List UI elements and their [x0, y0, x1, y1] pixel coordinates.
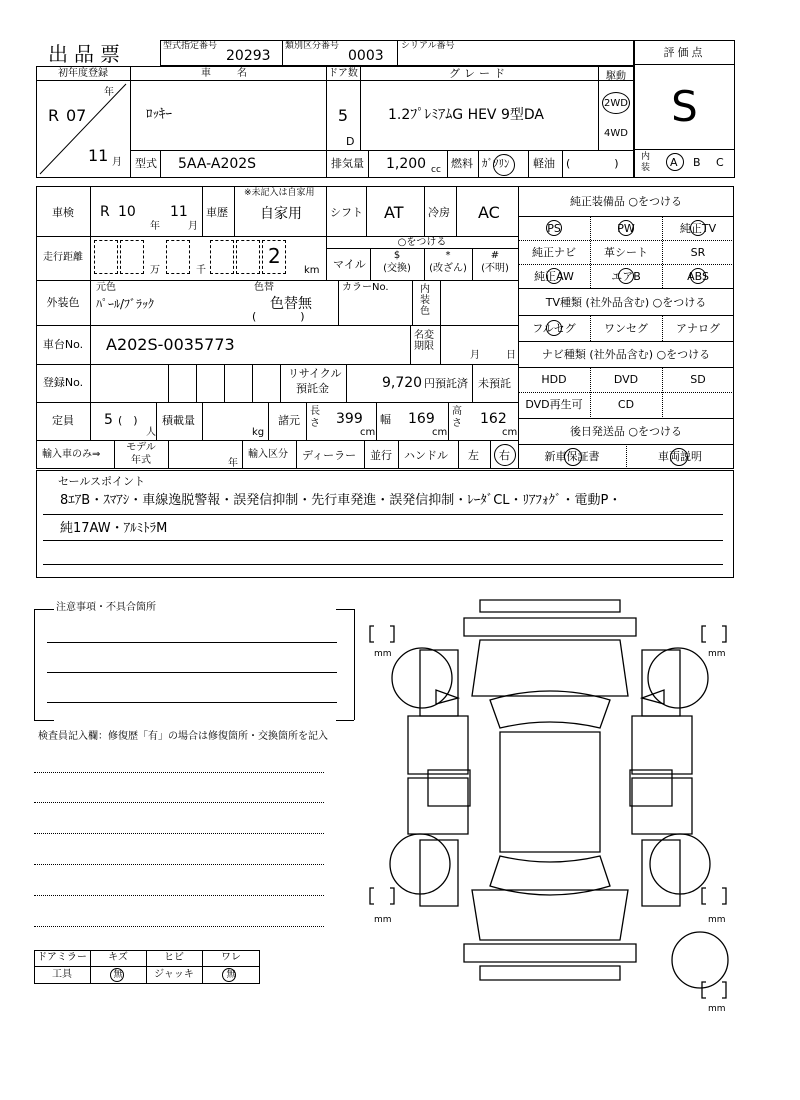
- mileage-label: 走行距離: [43, 252, 83, 263]
- serial-label: シリアル番号: [401, 41, 455, 51]
- model-year-label-2: 年式: [131, 455, 151, 466]
- model-year-unit: 年: [228, 458, 238, 469]
- model-type-value: 5AA-A202S: [178, 156, 257, 172]
- length-unit: cm: [360, 427, 376, 438]
- option-cell-1-0: 純正ナビ: [532, 245, 576, 259]
- later-manual-circle: [670, 448, 688, 466]
- sales-point-line1: 8ｴｱB・ｽﾏｱｼ・車線逸脱警報・誤発信抑制・先行車発進・誤発信抑制・ﾚｰﾀﾞCL・ﾘｱﾌｫｸﾞ・電動P・: [60, 493, 622, 508]
- interior-b: B: [693, 156, 701, 169]
- later-warranty: 新車保証書: [544, 450, 600, 463]
- option-cell-circle-0-0: [546, 220, 562, 236]
- doors-value: 5: [337, 106, 349, 125]
- mileage-man: 万: [150, 265, 160, 276]
- inspection-year-unit: 年: [150, 221, 160, 232]
- height-unit: cm: [502, 427, 518, 438]
- option-cell-circle-2-2: [690, 268, 706, 284]
- reg-month-unit: 月: [112, 157, 122, 168]
- interior-label: 内装: [641, 152, 651, 173]
- navi-header: ナビ種類 (社外品含む) ○をつける: [541, 348, 711, 361]
- capacity-label: 定員: [52, 414, 74, 427]
- later-header: 後日発送品 ○をつける: [569, 425, 683, 438]
- option-cell-circle-0-2: [690, 220, 706, 236]
- handle-right: 右: [499, 449, 510, 462]
- shift-label: シフト: [330, 206, 363, 219]
- options-grid: [518, 216, 734, 288]
- doors-label: ドア数: [328, 68, 358, 79]
- load-unit: kg: [252, 427, 265, 438]
- tool-row-jack: ジャッキ: [154, 969, 194, 980]
- model-type-label: 型式: [135, 157, 157, 170]
- tv-row: [518, 315, 734, 341]
- import-label: 輸入車のみ⇒: [42, 449, 101, 460]
- category-no-label: 類別区分番号: [285, 41, 340, 51]
- history-label: 車歴: [206, 206, 228, 219]
- option-cell-0-0: PS: [547, 221, 561, 235]
- reg-era: R: [48, 106, 60, 125]
- reg-no-label: 登録No.: [42, 376, 84, 389]
- import-parallel: 並行: [370, 449, 392, 462]
- category-no-value: 0003: [348, 48, 384, 64]
- handle-label: ハンドル: [404, 449, 448, 462]
- tool-header-break: ワレ: [221, 952, 241, 963]
- option-cell-circle-0-1: [618, 220, 634, 236]
- option-cell-circle-2-1: [618, 268, 634, 284]
- mm-label-rr: mm: [708, 915, 726, 925]
- later-manual: 車両説明: [658, 450, 702, 463]
- option-cell-2-0: 純正AW: [534, 269, 574, 283]
- shift-value: AT: [384, 203, 404, 222]
- form-title: 出品票: [48, 42, 126, 66]
- dim-label: 諸元: [278, 414, 300, 427]
- inspection-label: 車検: [52, 206, 74, 219]
- navi-cell-0-0: HDD: [541, 373, 567, 386]
- tv-cell-0-1: ワンセグ: [604, 321, 648, 335]
- tool-header-crack: ヒビ: [164, 952, 184, 963]
- option-cell-2-2: ABS: [687, 269, 709, 283]
- mileage-sen: 千: [196, 265, 206, 276]
- fuel-gasoline-circle: [493, 154, 515, 176]
- navi-cell-0-1: DVD: [613, 373, 639, 386]
- inspection-era: R: [100, 204, 110, 220]
- name-change-month: 月: [470, 350, 480, 361]
- displacement-label: 排気量: [331, 157, 364, 170]
- options-header: 純正装備品 ○をつける: [569, 195, 683, 208]
- navi-grid: [518, 367, 734, 417]
- tv-cell-0-0: フルセグ: [532, 321, 576, 335]
- displacement-unit: cc: [431, 165, 441, 175]
- capacity-unit: 人: [146, 427, 156, 438]
- height-value: 162: [480, 411, 507, 427]
- recycle-label-1: リサイクル: [288, 367, 342, 380]
- model-no-value: 20293: [226, 48, 271, 64]
- inspector-label: 検査員記入欄：修復歴「有」の場合は修復箇所・交換箇所を記入: [38, 731, 328, 742]
- mile-label: マイル: [333, 258, 366, 271]
- reg-year: 07: [66, 106, 87, 125]
- sales-point-label: セールスポイント: [58, 475, 146, 488]
- interior-c: C: [716, 156, 724, 169]
- exchange-symbol: $: [393, 250, 401, 261]
- drive-2wd: 2WD: [604, 98, 628, 109]
- color-no-label: カラーNo.: [342, 282, 389, 293]
- mm-label-rl: mm: [374, 915, 392, 925]
- tool-row-tools: 工具: [52, 969, 72, 980]
- fuel-label: 燃料: [451, 157, 473, 170]
- height-label: 高さ: [452, 406, 462, 429]
- doors-suffix: D: [346, 135, 355, 148]
- interior-a: A: [670, 156, 678, 169]
- recycle-label-2: 預託金: [296, 382, 329, 395]
- score-value: S: [671, 82, 698, 131]
- fuel-gasoline: ｶﾞｿﾘﾝ: [482, 157, 510, 170]
- grade-value: 1.2ﾌﾟﾚﾐｱﾑG HEV 9型DA: [388, 107, 544, 123]
- chassis-label: 車台No.: [42, 338, 84, 351]
- displacement-value: 1,200: [386, 156, 427, 172]
- capacity-value: 5: [104, 412, 113, 428]
- color-change-value: 色替無: [270, 296, 312, 312]
- reg-year-unit: 年: [104, 87, 114, 98]
- score-label: 評価点: [663, 46, 706, 59]
- option-cell-0-1: PW: [617, 221, 635, 235]
- mm-label-fl: mm: [374, 649, 392, 659]
- ac-label: 冷房: [428, 206, 450, 219]
- navi-cell-0-2: SD: [690, 373, 706, 386]
- caution-label: 注意事項・不具合箇所: [56, 602, 156, 613]
- name-change-label: 名変期限: [414, 330, 434, 352]
- mm-label-spare: mm: [708, 1004, 726, 1014]
- length-value: 399: [336, 411, 363, 427]
- tool-header-scratch: キズ: [108, 952, 128, 963]
- grade-label: グレード: [449, 67, 509, 80]
- tool-header-mirror: ドアミラー: [37, 952, 87, 963]
- width-label: 幅: [380, 413, 391, 426]
- tv-header: TV種類 (社外品含む) ○をつける: [545, 296, 707, 309]
- option-cell-circle-2-0: [546, 268, 562, 284]
- option-cell-1-2: SR: [690, 245, 706, 259]
- chassis-value: A202S-0035773: [106, 335, 235, 354]
- recycle-pending: 未預託: [478, 377, 511, 390]
- inspection-month-unit: 月: [188, 221, 198, 232]
- length-label: 長さ: [310, 406, 320, 429]
- navi-cell-1-1: CD: [617, 398, 635, 411]
- tool-tools-mark: 無: [113, 970, 123, 980]
- reg-month: 11: [88, 146, 109, 165]
- mileage-unit: km: [304, 265, 320, 276]
- handle-left: 左: [468, 449, 479, 462]
- color-change-label: 色替: [254, 282, 274, 293]
- model-year-label-1: モデル: [126, 442, 156, 453]
- model-no-label: 型式指定番号: [163, 41, 218, 51]
- option-cell-0-2: 純正TV: [679, 221, 717, 235]
- color-change-paren: ( ): [252, 310, 305, 323]
- drive-label: 駆動: [606, 71, 626, 82]
- capacity-paren: ( ): [118, 414, 138, 427]
- fuel-other: ( ): [566, 157, 619, 170]
- tv-cell-circle-0-0: [546, 320, 562, 336]
- inspection-year: 10: [118, 204, 136, 220]
- width-unit: cm: [432, 427, 448, 438]
- car-name-label: 車 名: [201, 68, 255, 79]
- orig-color-value: ﾊﾟｰﾙ/ﾌﾞﾗｯｸ: [96, 297, 155, 311]
- sales-point-line2: 純17AW・ｱﾙﾐﾄﾗM: [60, 521, 168, 536]
- tamper-label: (改ざん): [429, 263, 467, 274]
- history-note: ※未記入は自家用: [244, 188, 315, 198]
- width-value: 169: [408, 411, 435, 427]
- fuel-diesel: 軽油: [533, 157, 555, 170]
- unknown-label: (不明): [481, 263, 509, 274]
- import-type-label: 輸入区分: [248, 449, 288, 460]
- recycle-status: 円預託済: [424, 377, 468, 390]
- exterior-label: 外装色: [46, 296, 80, 309]
- recycle-amount: 9,720: [382, 375, 423, 391]
- tv-cell-0-2: アナログ: [676, 321, 720, 335]
- mileage-mark-label: ○をつける: [397, 237, 447, 248]
- later-warranty-circle: [564, 448, 582, 466]
- car-name-value: ﾛｯｷｰ: [146, 107, 172, 122]
- option-cell-2-1: エアB: [611, 269, 641, 283]
- name-change-day: 日: [506, 350, 516, 361]
- drive-4wd: 4WD: [604, 128, 628, 139]
- unknown-symbol: #: [490, 250, 500, 261]
- import-dealer: ディーラー: [302, 449, 357, 462]
- interior-color-label: 内装色: [420, 284, 430, 317]
- option-cell-1-1: 革シート: [604, 245, 648, 259]
- navi-cell-1-0: DVD再生可: [525, 398, 583, 411]
- exchange-label: (交換): [383, 263, 411, 274]
- inspection-month: 11: [170, 204, 188, 220]
- mileage-value: 2: [268, 244, 281, 268]
- tamper-symbol: *: [445, 250, 451, 261]
- history-value: 自家用: [260, 206, 302, 222]
- load-label: 積載量: [162, 414, 195, 427]
- tool-jack-mark: 無: [226, 970, 236, 980]
- car-damage-diagram: [360, 590, 740, 1030]
- first-reg-label: 初年度登録: [58, 68, 108, 79]
- orig-color-label: 元色: [96, 282, 116, 293]
- ac-value: AC: [478, 203, 500, 222]
- mm-label-fr: mm: [708, 649, 726, 659]
